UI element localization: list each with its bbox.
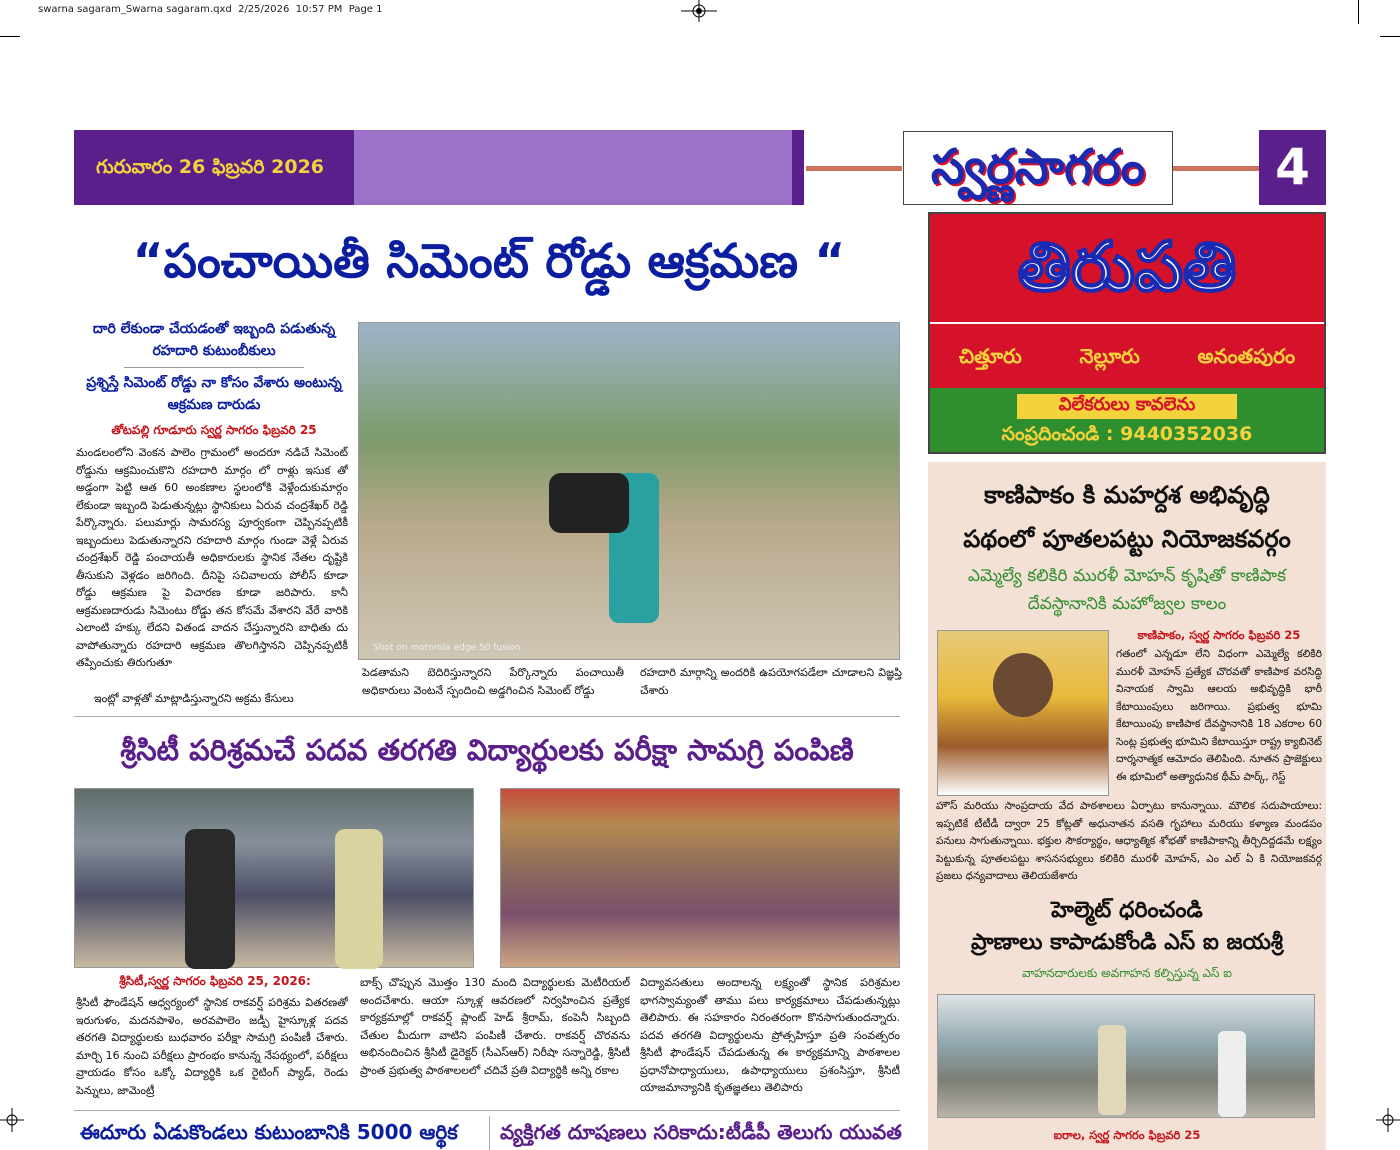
masthead [903,131,1173,205]
header-band [354,130,792,205]
photo-watermark: Shot on motorola edge 50 fusion [373,643,521,653]
ad-contact: సంప్రదించండి : 9440352036 [1001,423,1253,445]
registration-mark-icon [0,1108,24,1132]
road-photo [358,322,900,660]
story3-body-side: గతంలో ఎన్నడూ లేని విధంగా ఎమ్మెల్యే కలికిరి మురళీ మోహన్ ప్రత్యేక చొరవతో కాణిపాక వరసిద్ధి వినాయక స్వామి ఆలయ అభివృద్ధికి భారీ కేటాయింపులు జరిగాయి. ప్రభుత్వ భూమి కేటాయింపు కాణిపాక దేవస్థానానికి 18 ఎకరాల 60 సెంట్ల ప్రభుత్వ భూమిని కేటాయిస్తూ రాష్ట్ర క్యాబినెట్ దార్శనాత్మక ఆమోదం తెలిపింది. నూతన ప్రాజెక్టులు ఈ భూమిలో అత్యాధునిక థీమ్ పార్క్, గెస్ట్ [1116,648,1322,783]
students-group-photo [500,788,900,968]
issue-date: గురువారం 26 ఫిబ్రవరి 2026 [96,156,325,178]
divider [74,716,900,717]
divider [124,367,304,368]
headline-kanipakam-1: కాణిపాకం కి మహర్దశ అభివృద్ధి [984,481,1270,509]
teaser-left: ఈదూరు ఏడుకొండలు కుటుంబానికి 5000 ఆర్థిక [80,1120,458,1144]
person-figure [185,829,235,969]
ad-district: అనంతపురం [1197,344,1296,368]
ad-district: నెల్లూరు [1079,344,1140,368]
story2-col3: విద్యావసతులు అందాలన్న లక్ష్యంతో స్థానిక పరిశ్రమల భాగస్వామ్యంతో తాము పలు కార్యక్రమాలు చేపడుతున్నట్లు తెలిపారు. ఈ సహకారం నిరంతరంగా కొనసాగుతుందన్నారు. పదవ తరగతి విద్యార్థులను ప్రోత్సహిస్తూ ప్రతి సంవత్సరం శ్రీసిటీ ఫౌండేషన్ చేపడుతున్న ఈ కార్యక్రమాన్ని పాఠశాలల ప్రధానోపాధ్యాయులు, ఉపాధ్యాయులు ప్రశంసిస్తూ, శ్రీసిటీ యాజమాన్యానికి కృతజ్ఞతలు తెలిపారు [640,976,900,1094]
person-figure [1098,1025,1126,1115]
header-rule [1173,166,1259,171]
mla-portrait [937,630,1109,796]
portrait-head [993,653,1053,717]
person-figure [335,829,383,969]
recruitment-ad [928,212,1326,454]
masthead-title: స్వర్ణసాగరం [931,139,1145,195]
story3-dateline: కాణిపాకం, స్వర్ణ సాగరం ఫిబ్రవరి 25 [1137,628,1301,642]
ad-district: చిత్తూరు [958,344,1022,368]
story1-deck-1: దారి లేకుండా చేయడంతో ఇబ్బంది పడుతున్న రహదారి కుటుంబీకులు [92,321,336,359]
motorbike-figure [549,473,629,533]
story1-dateline: తోటపల్లి గూడూరు స్వర్ణ సాగరం ఫిబ్రవరి 25 [111,423,317,437]
registration-mark-icon [681,0,717,22]
print-slug: swarna sagaram_Swarna sagaram.qxd 2/25/2026 10:57 PM Page 1 [38,4,383,15]
header-rule [806,166,902,171]
page-number-box [1259,130,1326,205]
headline-kanipakam-2: పథంలో పూతలపట్టు నియోజకవర్గం [963,525,1291,553]
ad-city: తిరుపతి [1017,228,1237,307]
story1-col2: పెడతామని బెదిరిస్తున్నారని పేర్కొన్నారు పంచాయితీ అధికారులు వెంటనే స్పందించి అడ్డగించిన సిమెంట్ రోడ్డు [362,666,624,697]
crop-mark [0,36,20,37]
person-figure [1218,1031,1246,1117]
header-band-edge [792,130,804,205]
headline-helmet-1: హెల్మెట్ ధరించండి [1051,898,1203,923]
divider [489,1116,490,1150]
headline-helmet-2: ప్రాణాలు కాపాడుకోండి ఎస్ ఐ జయశ్రీ [971,930,1283,955]
page-number: 4 [1275,138,1310,196]
story2-dateline: శ్రీసిటీ,స్వర్ణ సాగరం ఫిబ్రవరి 25, 2026: [119,974,311,988]
story1-col3: రహదారి మార్గాన్ని అందరికి ఉపయోగపడేలా చూడాలని విజ్ఞప్తి చేశారు [640,666,902,697]
teaser-right: వ్యక్తిగత దూషణలు సరికాదు:టీడీపీ తెలుగు యువత [500,1120,902,1144]
classroom-photo [74,788,474,968]
ad-city-band [930,214,1324,322]
headline-sricity: శ్రీసిటీ పరిశ్రమచే పదవ తరగతి విద్యార్థులకు పరీక్షా సామగ్రి పంపిణి [120,733,854,767]
story2-col1: శ్రీసిటీ ఫౌండేషన్ ఆధ్వర్యంలో స్థానిక రాకవర్ష్ పరిశ్రమ వితరణతో ఇరుగుళం, మదనపాళెం, అరవపాలెం జడ్పీ హైస్కూళ్ల పదవ తరగతి విద్యార్థులకు బుధవారం పరీక్షా సామగ్రి పంపిణీ చేశారు. మార్చి 16 నుంచి పరీక్షలు ప్రారంభం కానున్న నేపథ్యంలో, పరీక్షలు వ్రాయడం కోసం ఒక్కో విద్యార్థికి ఒక రైటింగ్ ప్యాడ్, రెండు పెన్నులు, జామెంట్రీ [76,996,348,1097]
crop-mark [1380,36,1400,37]
date-band [74,130,354,205]
crop-mark [1358,0,1359,24]
helmet-awareness-photo [937,994,1315,1118]
story3-body: హౌస్ మరియు సాంప్రదాయ వేద పాఠశాలలు ఏర్పాటు కానున్నాయి. మౌలిక సదుపాయాలు: ఇప్పటికే టీటీడీ ద్వారా 25 కోట్లతో అధునాతన వసతి గృహాలు మరియు కళ్యాణ మండపం పనులు సాగుతున్నాయి. భక్తుల సౌకర్యార్థం, ఆధ్యాత్మిక శోభతో కాణిపాకాన్ని తీర్చిదిద్దడమే లక్ష్యం పెట్టుకున్న పూతలపట్టు శాసనసభ్యులు కలికిరి మురళీ మోహన్, ఎం ఎల్ ఏ కి నియోజకవర్గ ప్రజలు ధన్యవాదాలు తెలియజేశారు [936,800,1322,882]
ad-districts-band [930,322,1324,388]
story4-deck: వాహనదారులకు అవగాహన కల్పిస్తున్న ఎస్ ఐ [1021,966,1233,980]
story2-col2: బాక్స్ చొప్పున మొత్తం 130 మంది విద్యార్థులకు మెటీరియల్ అందచేశారు. ఆయా స్కూళ్ల ఆవరణలో నిర్వహించిన ప్రత్యేక కార్యక్రమాల్లో రాకవర్ష్ ప్లాంట్ హెడ్ శ్రీరామ్, కంపెనీ సిబ్బంది చేతుల మీదుగా వాటిని పంపిణీ చేశారు. రాకవర్ష్ చొరవను అభినందించిన శ్రీసిటీ డైరెక్టర్ (సీఎస్ఆర్) నిరీషా సన్నారెడ్డి, శ్రీసిటీ ప్రాంత ప్రభుత్వ పాఠశాలలలో చదివే ప్రతి విద్యార్థికి అన్ని రకాల [360,976,630,1077]
divider [74,1110,900,1111]
ad-wanted: విలేకరులు కావలెను [1017,394,1237,419]
story1-deck-2: ప్రశ్నిస్తే సిమెంట్ రోడ్డు నా కోసం వేశారు అంటున్న ఆక్రమణ దారుడు [86,375,342,413]
story3-deck: ఎమ్మెల్యే కలికిరి మురళీ మోహన్ కృషితో కాణిపాక దేవస్థానానికి మహోజ్వల కాలం [967,566,1287,614]
story4-dateline: ఐరాల, స్వర్ణ సాగరం ఫిబ్రవరి 25 [1053,1128,1201,1142]
headline-road-encroachment: “పంచాయితీ సిమెంట్ రోడ్డు ఆక్రమణ “ [132,234,846,289]
registration-mark-icon [1376,1108,1400,1132]
story1-body-end: ఇంట్లో వాళ్లతో మాట్లాడిస్తున్నారని అక్రమ కేసులు [94,692,294,705]
ad-contact-band [930,388,1324,452]
story1-body: మండలంలోని వెంకన పాలెం గ్రామంలో అందరూ నడిచే సిమెంట్ రోడ్డును ఆక్రమించుకొని రహదారి మార్గం లో రాళ్లు ఇసుక తో అడ్డంగా పెట్టి ఆత 60 అంకణాల స్థలంలోకి వెళ్లేందుకుమార్గం లేకుండా ఇబ్బంది పెడుతున్నట్లు స్థానికులు ఏరువ చంద్రశేఖర్ రెడ్డి పేర్కొన్నారు. పలుమార్లు సామరస్య పూర్వకంగా చెప్పినప్పటికీ ఇబ్బందులు పెడుతున్నారని రహదారి మార్గం గుండా వెళ్లే ఏరువ చంద్రశేఖర్ రెడ్డి పంచాయతీ అధికారులకు స్థానిక నేతల దృష్టికి తీసుకుని వెళ్లడం జరిగింది. దీనిపై సచివాలయ పోలీస్ కూడా రోడ్డు ఆక్రమణ పై విచారణ కూడా జరిపారు. కానీ ఆక్రమణదారుడు సిమెంటు రోడ్డు తన కోసమే వేశారని వేరే వారికి ఎలాంటి హక్కు లేదని వితండ వాదన చేస్తున్నారని బాధితు దు వాపోతున్నారు రహదారి ఆక్రమణ తొలగిస్తానని చెప్పినప్పటికీ తప్పించుకు తిరుగుతూ [76,446,348,669]
